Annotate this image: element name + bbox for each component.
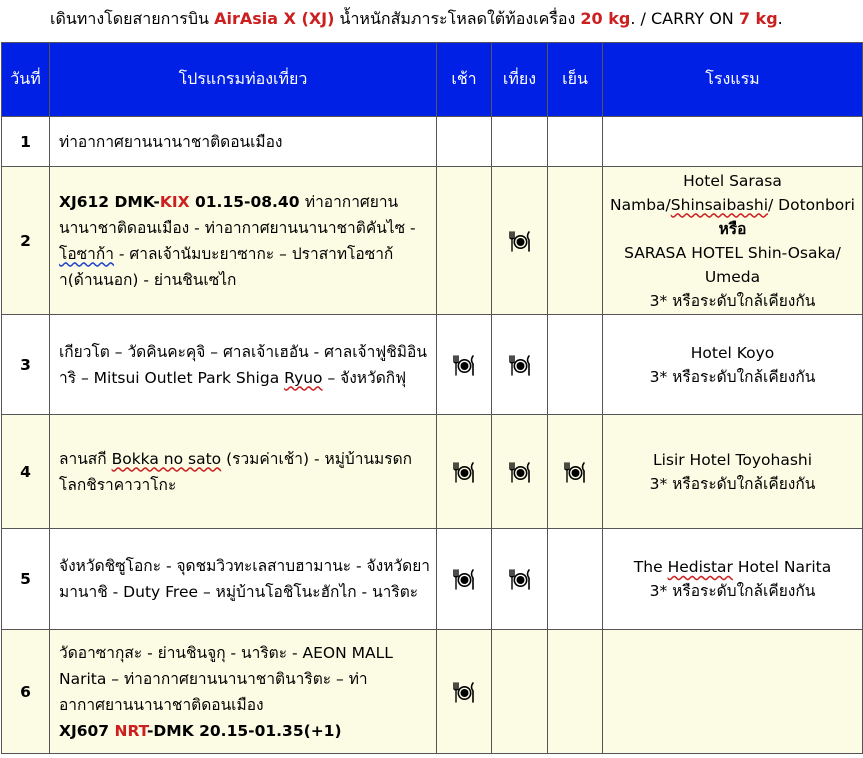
day-number: 4 [2, 415, 50, 529]
hotel-rating: 3* หรือระดับใกล้เคียงกัน [649, 367, 816, 386]
program-cell [50, 167, 437, 315]
program-cell: เกียวโต – วัดคินคะคุจิ – ศาลเจ้าเฮอัน - ศาลเจ้าฟูชิมิอินาริ – Mitsui Outlet Park Shiga Ryuo – จังหวัดกิฟุ [50, 315, 437, 415]
table-row [2, 529, 863, 630]
breakfast-cell [437, 630, 492, 754]
col-dinner: เย็น [548, 43, 603, 117]
hotel-alt-name: SARASA HOTEL Shin-Osaka/ Umeda [624, 243, 841, 286]
breakfast-cell [437, 117, 492, 167]
meal-plate-icon [452, 681, 476, 703]
program-cell: ลานสกี Bokka no sato (รวมค่าเช้า) - หมู่บ้านมรดกโลกชิราคาวาโกะ [50, 415, 437, 529]
hotel-cell [603, 529, 863, 630]
hotel-rating: 3* หรือระดับใกล้เคียงกัน [649, 582, 816, 600]
hotel-cell [603, 415, 863, 529]
dinner-cell [548, 117, 603, 167]
hotel-cell [603, 630, 863, 754]
col-breakfast: เช้า [437, 43, 492, 117]
program-text: วัดอาซากุสะ - ย่านชินจูกุ - นาริตะ - AEON MALL Narita – ท่าอากาศยานนานาชาตินาริตะ – ท่าอากาศยานนานาชาติดอนเมือง [59, 643, 393, 714]
meal-plate-icon [508, 230, 532, 252]
lunch-cell [492, 167, 548, 315]
flight-info-header [50, 4, 850, 34]
meal-plate-icon [508, 354, 532, 376]
dinner-cell [548, 315, 603, 415]
program-text: โอซาก้า [59, 244, 114, 263]
hotel-name: Lisir Hotel Toyohashi [652, 450, 813, 469]
airline-name: AirAsia X (XJ) [214, 9, 335, 28]
hotel-name: Hotel Sarasa [683, 171, 782, 190]
carry-on-label: . / CARRY ON [630, 9, 739, 28]
hotel-rating: 3* หรือระดับใกล้เคียงกัน [649, 474, 816, 493]
table-row [2, 415, 863, 529]
flight-code: XJ607 [59, 721, 115, 740]
hotel-location: Namba/Shinsaibashi/ Dotonbori [610, 195, 855, 214]
baggage-text: น้ำหนักสัมภาระโหลดใต้ท้องเครื่อง [334, 9, 581, 28]
program-cell: ท่าอากาศยานนานาชาติดอนเมือง [50, 117, 437, 167]
lunch-cell [492, 415, 548, 529]
meal-plate-icon [452, 461, 476, 483]
dinner-cell [548, 529, 603, 630]
table-row [2, 630, 863, 754]
itinerary-table [1, 42, 863, 754]
lunch-cell [492, 315, 548, 415]
breakfast-cell [437, 167, 492, 315]
meal-plate-icon [452, 568, 476, 590]
breakfast-cell [437, 529, 492, 630]
dinner-cell [548, 630, 603, 754]
day-number: 5 [2, 529, 50, 630]
dinner-cell [548, 167, 603, 315]
dinner-cell [548, 415, 603, 529]
program-cell [50, 630, 437, 754]
table-row [2, 117, 863, 167]
hotel-name: The Hedistar Hotel Narita [633, 558, 832, 576]
lunch-cell [492, 529, 548, 630]
program-text: ท่าอากาศยานนานาชาติดอนเมือง - ท่าอากาศยานนานาชาติคันไซ - [59, 192, 416, 237]
checked-weight: 20 kg [580, 9, 631, 28]
lunch-cell [492, 117, 548, 167]
header-end: . [777, 9, 783, 28]
day-number: 3 [2, 315, 50, 415]
lunch-cell [492, 630, 548, 754]
flight-time: -DMK 20.15-01.35(+1) [146, 721, 342, 740]
col-hotel: โรงแรม [603, 43, 863, 117]
col-day: วันที่ [2, 43, 50, 117]
col-program: โปรแกรมท่องเที่ยว [50, 43, 437, 117]
flight-code: XJ612 DMK- [59, 192, 160, 211]
meal-plate-icon [563, 461, 587, 483]
table-row [2, 315, 863, 415]
day-number: 1 [2, 117, 50, 167]
meal-plate-icon [452, 354, 476, 376]
flight-time: 01.15-08.40 [189, 192, 305, 211]
table-row [2, 167, 863, 315]
day-number: 6 [2, 630, 50, 754]
header-prefix: เดินทางโดยสายการบิน [50, 9, 215, 28]
carry-on-weight: 7 kg [738, 9, 778, 28]
hotel-rating: 3* หรือระดับใกล้เคียงกัน [649, 291, 816, 310]
meal-plate-icon [508, 461, 532, 483]
col-lunch: เที่ยง [492, 43, 548, 117]
airport-code: KIX [159, 192, 190, 211]
meal-plate-icon [508, 568, 532, 590]
breakfast-cell [437, 415, 492, 529]
hotel-cell [603, 315, 863, 415]
airport-code: NRT [114, 721, 147, 740]
program-text: - ศาลเจ้านัมบะยาซากะ – ปราสาทโอซาก้า(ด้านนอก) - ย่านชินเซไก [59, 244, 394, 289]
hotel-cell [603, 167, 863, 315]
program-cell: จังหวัดชิซูโอกะ - จุดชมวิวทะเลสาบฮามานะ - จังหวัดยามานาชิ - Duty Free – หมู่บ้านโอชิโนะฮักไก - นาริตะ [50, 529, 437, 630]
hotel-cell [603, 117, 863, 167]
table-header-row [2, 43, 863, 117]
breakfast-cell [437, 315, 492, 415]
hotel-name: Hotel Koyo [690, 343, 775, 362]
hotel-or: หรือ [718, 219, 747, 238]
day-number: 2 [2, 167, 50, 315]
